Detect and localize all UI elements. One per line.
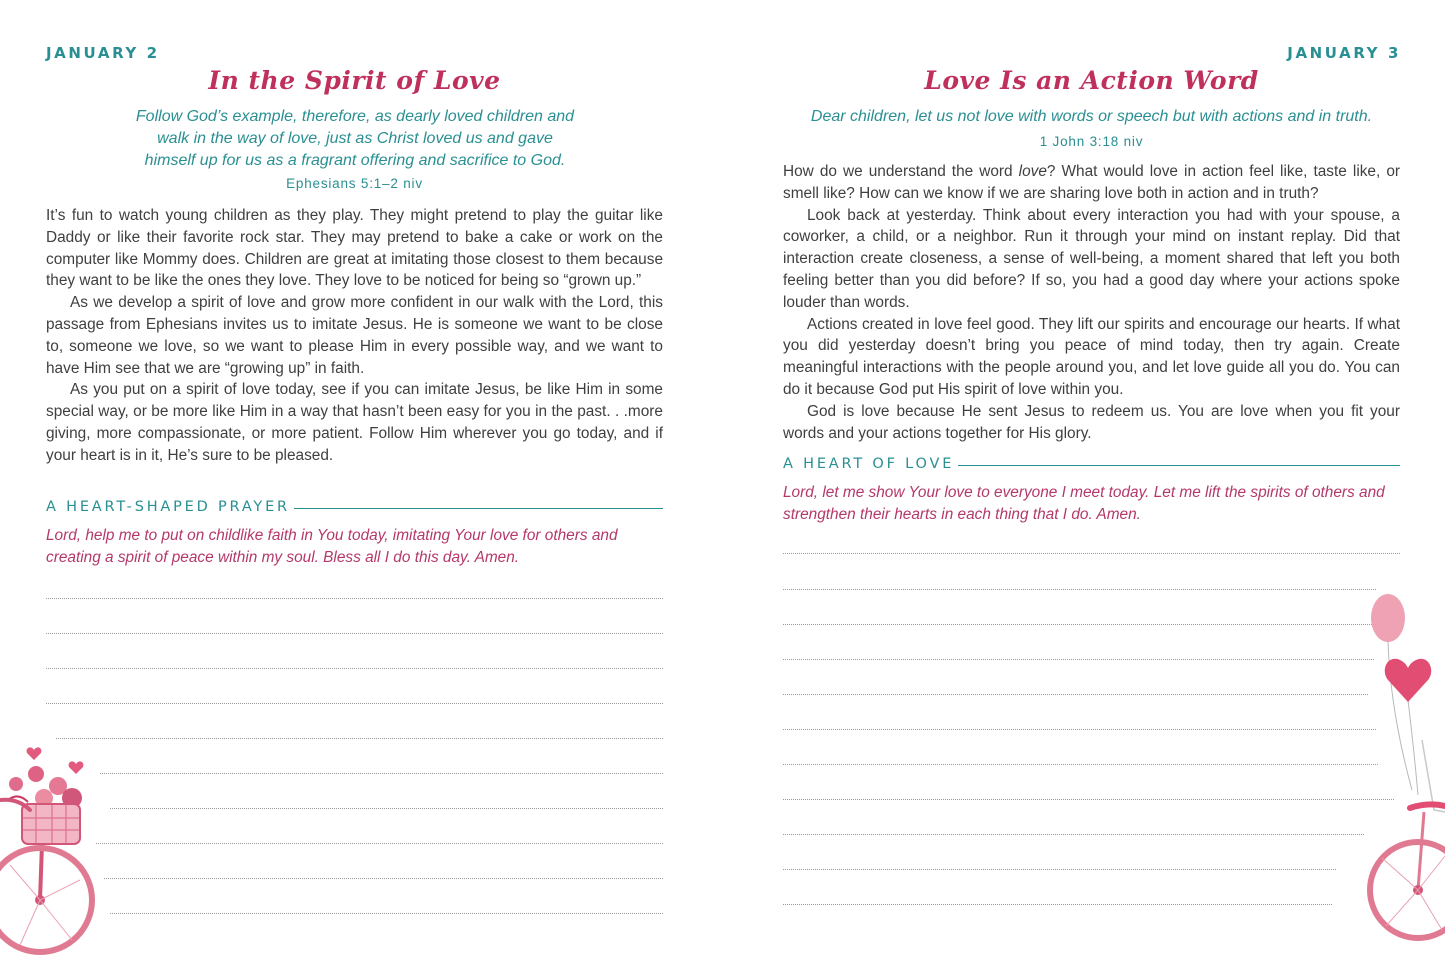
journal-line: [783, 729, 1376, 730]
journal-line: [783, 659, 1374, 660]
journal-line: [783, 904, 1332, 905]
right-page: [722, 0, 1445, 963]
journal-line: [96, 843, 663, 844]
section-rule: [294, 508, 663, 509]
page-date: JANUARY 3: [1287, 44, 1401, 62]
prayer-text: Lord, help me to put on childlike faith in You today, imitating Your love for others and creating a spirit of peace within my soul. Bless all I do this day. Amen.: [46, 527, 618, 566]
journal-line: [783, 624, 1376, 625]
journal-line: [46, 703, 663, 704]
paragraph: As we develop a spirit of love and grow more confident in our walk with the Lord, this passage from Ephesians invites us to imitate Jesus. He is someone we want to be close to, someone we love, so we want to please Him in every possible way, and we want to have Him see that we are “growing up” in faith.: [46, 294, 663, 377]
emphasis-word: love: [1018, 163, 1047, 180]
bicycle-heart-balloons-illustration: [1342, 590, 1445, 963]
paragraph: God is love because He sent Jesus to redeem us. You are love when you fit your words and your actions together for His glory.: [783, 402, 1400, 442]
scripture-verse: Follow God’s example, therefore, as dearly loved children and walk in the way of love, just as Christ loved us and gave himself up for us as a fragrant offering and sacrifice to God.: [135, 108, 575, 169]
left-page: [0, 0, 722, 963]
paragraph: Look back at yesterday. Think about every interaction you had with your spouse, a coworker, a child, or a neighbor. Run it through your mind on instant replay. Did that interaction create closeness, a sense of well-being, a moment shared that left you both feeling better than you did before? If so, you had a good day where your actions spoke louder than words.: [783, 206, 1400, 311]
paragraph: Actions created in love feel good. They lift our spirits and encourage our hearts. If what you did yesterday doesn’t bring you peace of mind today, then try again. Create meaningful interactions with the people around you, and let love guide all you do. You can do it because God put His spirit of love within you.: [783, 315, 1400, 398]
journal-line: [783, 764, 1378, 765]
paragraph: [783, 161, 1400, 205]
page-title: Love Is an Action Word: [924, 66, 1259, 95]
journal-line: [46, 668, 663, 669]
bicycle-flower-basket-illustration: [0, 740, 110, 963]
journal-line: [46, 633, 663, 634]
paragraph: It’s fun to watch young children as they play. They might pretend to play the guitar like Daddy or like their favorite rock star. They may pretend to bake a cake or work on the computer like Mommy does. Children are great at imitating those closest to them because they want to be like the ones they love. They love to be noticed for being so “grown up.”: [46, 207, 663, 290]
paragraph-text: How do we understand the word: [783, 163, 1019, 180]
journal-line: [783, 589, 1376, 590]
journal-line: [783, 694, 1368, 695]
section-label: A HEART OF LOVE: [783, 456, 955, 472]
journal-line: [110, 808, 663, 809]
section-heading: [783, 456, 1400, 472]
scripture-reference: 1 John 3:18 niv: [1039, 134, 1144, 149]
journal-line: [783, 799, 1394, 800]
page-date: JANUARY 2: [46, 44, 160, 62]
journal-line: [56, 738, 663, 739]
paragraph: As you put on a spirit of love today, see if you can imitate Jesus, be like Him in some special way, or be more like Him in a way that hasn’t been easy for you in the past. . .more giving, more compassionate, or more patient. Follow Him wherever you go today, and if your heart is in it, He’s sure to be pleased.: [46, 381, 663, 464]
page-title: In the Spirit of Love: [208, 66, 501, 95]
section-heading: [46, 499, 663, 515]
devotional-body: [783, 161, 1400, 444]
journal-line: [46, 598, 663, 599]
journal-line: [783, 834, 1364, 835]
journal-line: [783, 553, 1400, 554]
scripture-verse: Dear children, let us not love with words or speech but with actions and in truth.: [810, 108, 1373, 125]
devotional-body: [46, 205, 663, 467]
journal-line: [100, 773, 663, 774]
section-rule: [958, 465, 1400, 466]
scripture-reference: Ephesians 5:1–2 niv: [286, 176, 423, 191]
section-label: A HEART-SHAPED PRAYER: [46, 499, 290, 515]
journal-line: [104, 878, 663, 879]
prayer-text: Lord, let me show Your love to everyone I meet today. Let me lift the spirits of others and strengthen their hearts in each thing that I do. Amen.: [783, 484, 1385, 523]
journal-line: [783, 869, 1336, 870]
paragraph-text: ? What would love in action feel like, taste like, or smell like? How can we know if we are sharing love both in action and in truth?: [783, 163, 1401, 202]
journal-line: [110, 913, 663, 914]
